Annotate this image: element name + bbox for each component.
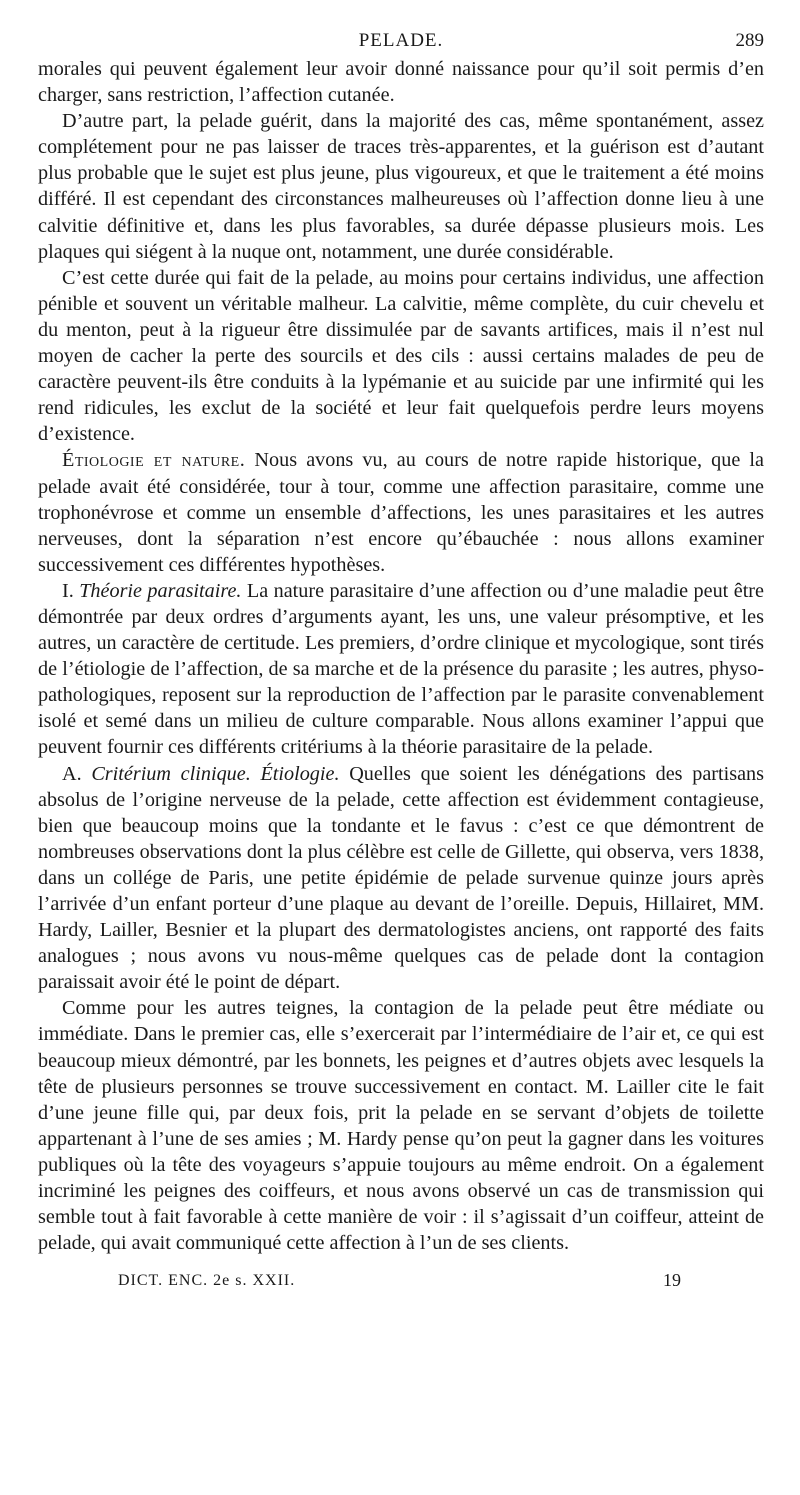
paragraph-text: Nous avons vu, au cours de notre rapide historique, que la pelade avait été considérée, tour à tour, comme une affection parasitaire, comme une trophonévrose et comme un ensemble d’affections, les unes parasitaires et les autres nerveuses, dont la séparation n’est encore qu’ébauchée : nous allons examiner successivement ces différentes hypothèses.: [38, 449, 765, 576]
paragraph-text: morales qui peuvent également leur avoir donné naissance pour qu’il soit permis d’en charger, sans restriction, l’affection cutanée.: [38, 58, 764, 107]
running-header: [38, 28, 764, 56]
section-number: I.: [62, 579, 80, 602]
paragraph-3: [38, 265, 764, 448]
paragraph-text: Comme pour les autres teignes, la contagion de la pelade peut être médiate ou immédiate. Dans le premier cas, elle s’exercerait par l’intermédiaire de l’air et, ce qui est beaucoup mieux démontré, par les bonnets, les peignes et d’autres objets avec lesquels la tête de plusieurs personnes se trouve successivement en contact. M. Lailler cite le fait d’une jeune fille qui, par deux fois, prit la pelade en se servant d’objets de toilette appartenant à l’une de ses amies ; M. Hardy pense qu’on peut la gagner dans les voitures publiques où la tête des voyageurs s’appuie toujours au même endroit. On a également incriminé les peignes des coiffeurs, et nous avons observé un cas de transmission qui semble tout à fait favorable à cette manière de voir : il s’agissait d’un coiffeur, atteint de pelade, qui avait communiqué cette affection à l’un de ses clients.: [38, 997, 764, 1255]
body-text: [38, 56, 764, 1256]
section-heading: Étiologie et nature.: [62, 449, 246, 472]
paragraph-text: Quelles que soient les dénégations des partisans absolus de l’origine nerveuse de la pelade, cette affection est évidemment contagieuse, bien que beaucoup moins que la tondante et le favus : c’est ce que démontrent de nombreuses observations dont la plus célèbre est celle de Gillette, qui observa, vers 1838, dans un collége de Paris, une petite épidémie de pelade survenue quinze jours après l’arrivée d’un enfant porteur d’une plaque au devant de l’oreille. Depuis, Hillairet, MM. Hardy, Lailler, Besnier et la plupart des dermatologistes anciens, ont rapporté des faits analogues ; nous avons vu nous-même quelques cas de pelade dont la contagion paraissait avoir été le point de départ.: [38, 762, 764, 994]
paragraph-4: [38, 447, 764, 577]
sheet-number: 19: [663, 1270, 681, 1291]
paragraph-text: D’autre part, la pelade guérit, dans la majorité des cas, même spontanément, assez complétement pour ne pas laisser de traces très-apparentes, et la guérison est d’autant plus probable que le sujet est plus jeune, plus vigoureux, et que le traitement a été moins différé. Il est cependant des circonstances malheureuses où l’affection donne lieu à une calvitie définitive et, dans les plus favorables, sa durée dépasse plusieurs mois. Les plaques qui siégent à la nuque ont, notamment, une durée considérable.: [38, 110, 764, 263]
printer-signature: DICT. ENC. 2e s. XXII.: [118, 1272, 296, 1290]
paragraph-6: [38, 761, 764, 996]
paragraph-7: [38, 995, 764, 1256]
section-number: A.: [62, 762, 92, 785]
page-number: 289: [735, 30, 764, 51]
running-title: PELADE.: [358, 30, 444, 51]
book-page: [38, 28, 764, 1294]
subsection-heading: Critérium clinique. Étiologie.: [91, 762, 340, 785]
paragraph-1: [38, 56, 764, 108]
subsection-heading: Théorie parasitaire.: [79, 579, 242, 602]
paragraph-2: [38, 108, 764, 265]
paragraph-5: [38, 578, 764, 761]
paragraph-text: La nature parasitaire d’une affection ou d’une maladie peut être démontrée par deux ordres d’arguments ayant, les uns, une valeur présomptive, et les autres, un caractère de certitude. Les premiers, d’ordre clinique et mycologique, sont tirés de l’étiologie de l’affection, de sa marche et de la présence du parasite ; les autres, physo-pathologiques, reposent sur la reproduction de l’affection par le parasite convenablement isolé et semé dans un milieu de culture comparable. Nous allons examiner l’appui que peuvent fournir ces différents critériums à la théorie parasitaire de la pelade.: [38, 579, 764, 759]
paragraph-text: C’est cette durée qui fait de la pelade, au moins pour certains individus, une affection pénible et souvent un véritable malheur. La calvitie, même complète, du cuir chevelu et du menton, peut à la rigueur être dissimulée par de savants artifices, mais il n’est nul moyen de cacher la perte des sourcils et des cils : aussi certains malades de peu de caractère peuvent-ils être conduits à la lypémanie et au suicide par une infirmité qui les rend ridicules, les exclut de la société et leur fait quelquefois perdre leurs moyens d’existence.: [38, 266, 764, 446]
page-footer: [38, 1264, 764, 1294]
